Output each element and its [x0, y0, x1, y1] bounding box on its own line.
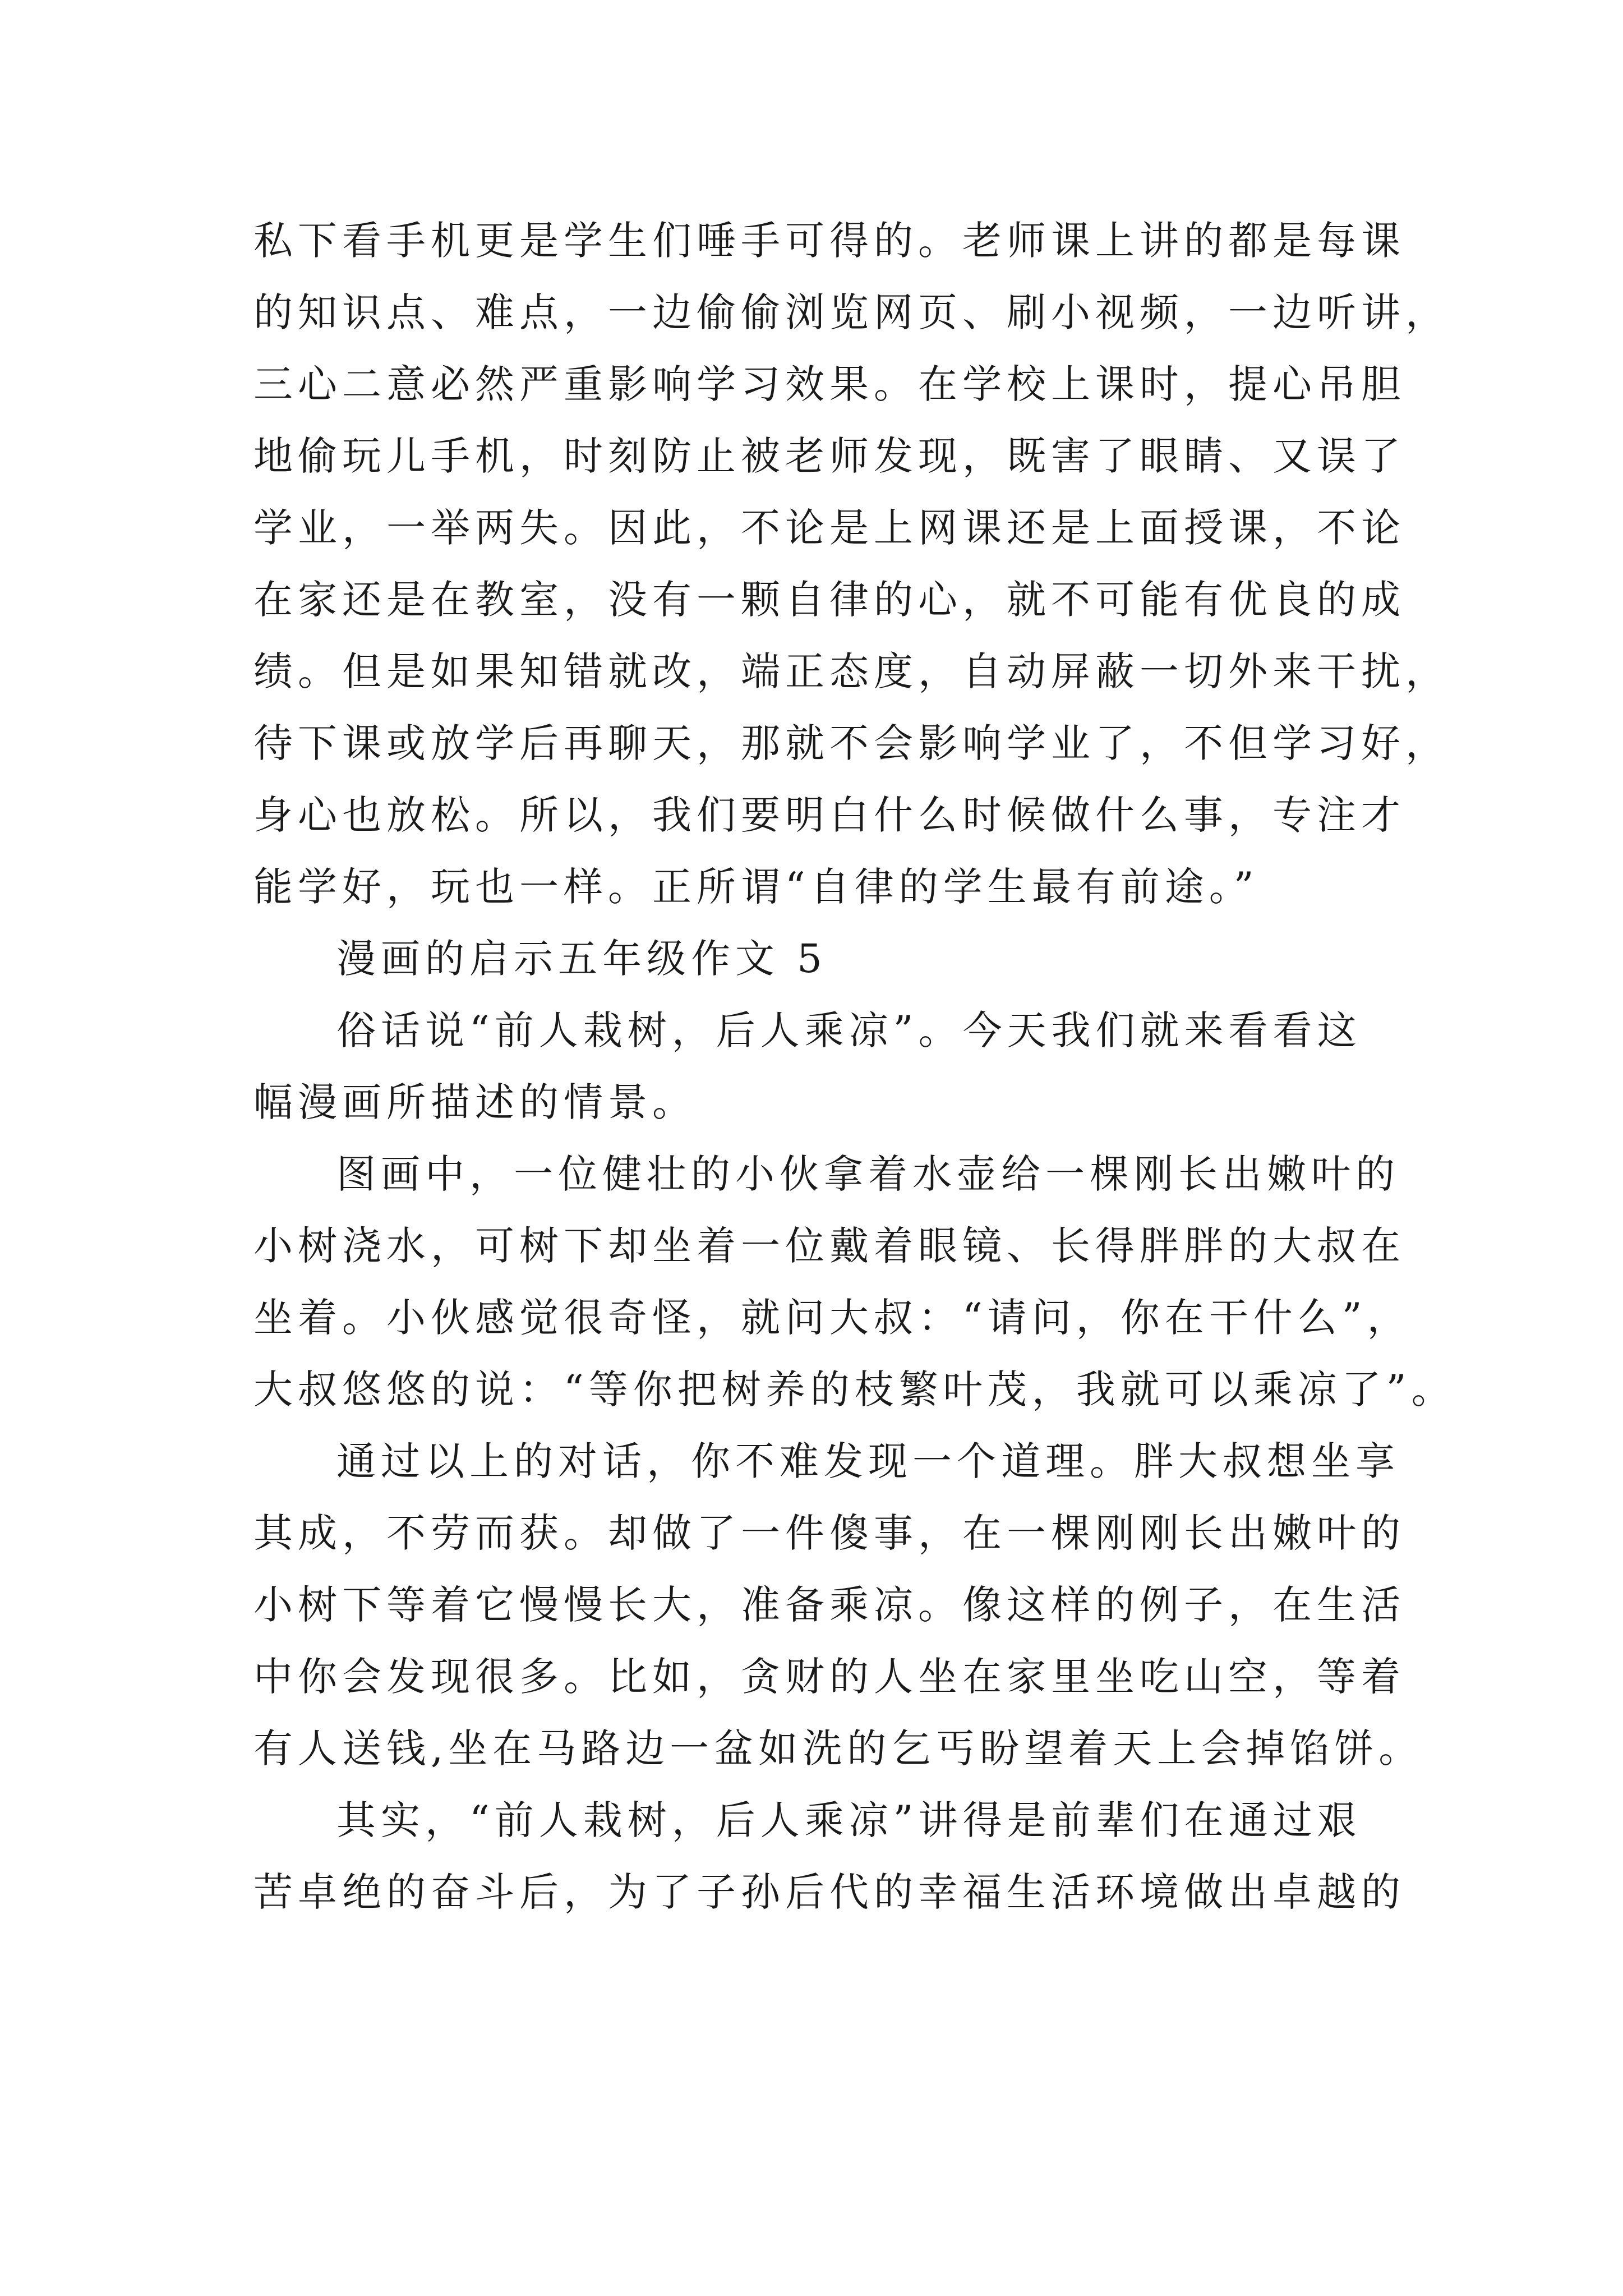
text-line: 苦卓绝的奋斗后，为了子孙后代的幸福生活环境做出卓越的	[253, 1869, 1405, 1915]
text-line: 有人送钱,坐在马路边一盆如洗的乞丐盼望着天上会掉馅饼。	[253, 1726, 1423, 1772]
section-heading: 漫画的启示五年级作文 5	[336, 936, 827, 982]
text-line: 幅漫画所描述的情景。	[253, 1079, 697, 1125]
text-line: 通过以上的对话，你不难发现一个道理。胖大叔想坐享	[336, 1438, 1400, 1484]
text-line: 私下看手机更是学生们唾手可得的。老师课上讲的都是每课	[253, 218, 1405, 264]
text-line: 学业，一举两失。因此，不论是上网课还是上面授课，不论	[253, 505, 1405, 551]
text-line: 能学好，玩也一样。正所谓“自律的学生最有前途。”	[253, 864, 1259, 910]
text-line: 中你会发现很多。比如，贪财的人坐在家里坐吃山空，等着	[253, 1654, 1405, 1700]
text-line: 的知识点、难点，一边偷偷浏览网页、刷小视频，一边听讲，	[253, 289, 1450, 335]
text-line: 图画中，一位健壮的小伙拿着水壶给一棵刚长出嫩叶的	[336, 1151, 1400, 1197]
text-line: 其实，“前人栽树，后人乘凉”讲得是前辈们在通过艰	[336, 1797, 1362, 1843]
text-line: 小树浇水，可树下却坐着一位戴着眼镜、长得胖胖的大叔在	[253, 1223, 1405, 1269]
text-line: 俗话说“前人栽树，后人乘凉”。今天我们就来看看这	[336, 1007, 1362, 1053]
text-line: 三心二意必然严重影响学习效果。在学校上课时，提心吊胆	[253, 361, 1405, 407]
text-line: 在家还是在教室，没有一颗自律的心，就不可能有优良的成	[253, 577, 1405, 623]
text-line: 其成，不劳而获。却做了一件傻事，在一棵刚刚长出嫩叶的	[253, 1510, 1405, 1556]
text-line: 待下课或放学后再聊天，那就不会影响学业了，不但学习好，	[253, 720, 1450, 766]
document-body	[253, 205, 1454, 1928]
text-line: 大叔悠悠的说：“等你把树养的枝繁叶茂，我就可以乘凉了”。	[253, 1366, 1456, 1412]
text-line: 身心也放松。所以，我们要明白什么时候做什么事，专注才	[253, 792, 1405, 838]
text-line: 地偷玩儿手机，时刻防止被老师发现，既害了眼睛、又误了	[253, 433, 1405, 479]
text-line: 绩。但是如果知错就改，端正态度，自动屏蔽一切外来干扰，	[253, 648, 1450, 694]
text-line: 坐着。小伙感觉很奇怪，就问大叔：“请问，你在干什么”，	[253, 1295, 1412, 1341]
text-line: 小树下等着它慢慢长大，准备乘凉。像这样的例子，在生活	[253, 1582, 1405, 1628]
